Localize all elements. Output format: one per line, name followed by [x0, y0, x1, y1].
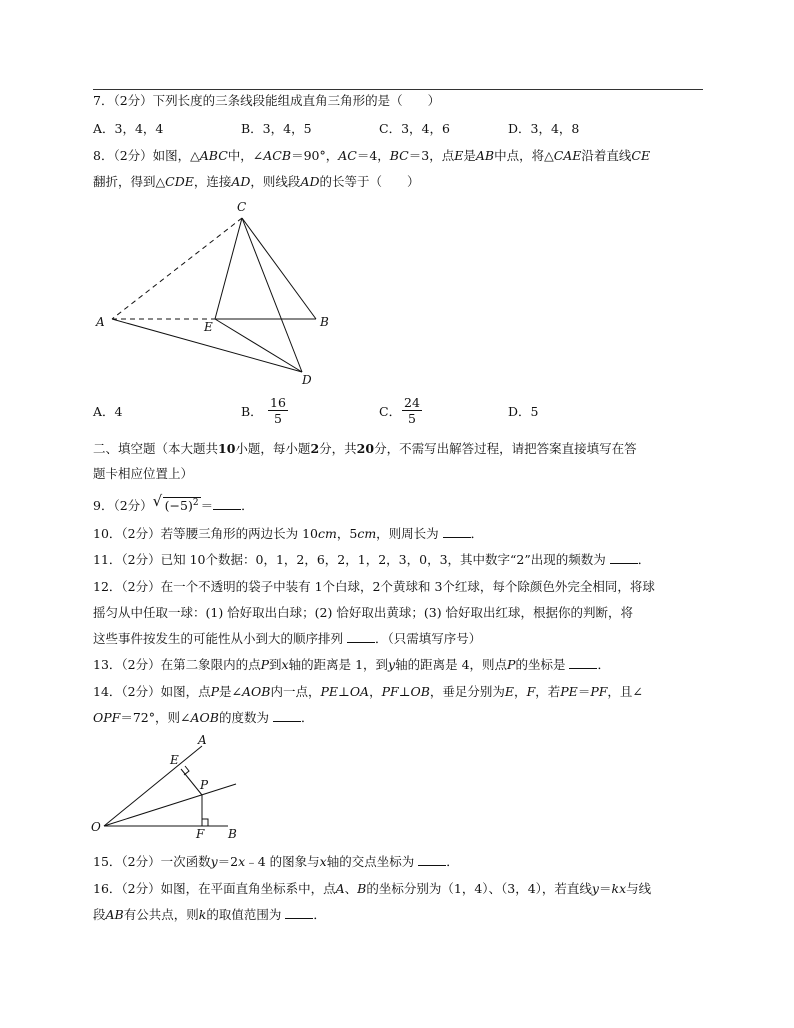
q10-stem: 10．（2分）若等腰三角形的两边长为 10cm，5cm，则周长为 ．	[93, 526, 484, 541]
q10-answer-blank	[443, 525, 471, 538]
q11-answer-blank	[610, 551, 638, 564]
q7-option-c: C．3，4，6	[379, 121, 450, 136]
q8-option-c-fraction: $\frac{24}{5}$	[404, 395, 420, 426]
header-rule	[93, 89, 703, 90]
q12-answer-blank	[347, 630, 375, 643]
q12-stem-line3: 这些事件按发生的可能性从小到大的顺序排列 ．（只需填写序号）	[93, 631, 482, 646]
q8-stem-line1: 8．（2分）如图，△ABC中，∠ACB＝90°，AC＝4，BC＝3，点E是AB中点，将△CAE沿着直线CE	[93, 148, 651, 163]
q14-ray-op	[104, 784, 236, 826]
q8-segment-ce	[215, 218, 242, 319]
q14-label-o: O	[91, 820, 101, 834]
q9-sqrt: √ $(-5)^2$	[152, 492, 199, 514]
q8-figure	[90, 196, 350, 388]
q8-segment-cd	[242, 218, 302, 372]
q8-label-d: D	[302, 373, 312, 387]
section2-heading-line2: 题卡相应位置上）	[93, 466, 194, 481]
q14-label-f: F	[196, 827, 205, 840]
q13-stem: 13．（2分）在第二象限内的点P到x轴的距离是 1，到y轴的距离是 4，则点P的坐标是 ．	[93, 657, 610, 672]
q14-segment-pe	[181, 769, 202, 795]
q7-option-a: A．3，4，4	[93, 121, 164, 136]
q8-segment-ed	[215, 319, 302, 372]
q16-stem-line1: 16．（2分）如图，在平面直角坐标系中，点A、B的坐标分别为（1，4）、（3，4），若直线y＝kx与线	[93, 881, 652, 896]
section2-heading-line1: 二、填空题（本大题共10小题，每小题2分，共20分，不需写出解答过程，请把答案直接填写在答	[93, 441, 637, 456]
q9-stem: 9．（2分） √ $(-5)^2$ ＝ ．	[93, 492, 254, 514]
q8-option-b-fraction: $\frac{16}{5}$	[270, 395, 286, 426]
q12-stem-line2: 摇匀从中任取一球：(1) 恰好取出白球；(2) 恰好取出黄球；(3) 恰好取出红球，根据你的判断，将	[93, 605, 634, 620]
q14-ray-oa	[104, 746, 202, 826]
q12-stem-line1: 12．（2分）在一个不透明的袋子中装有 1个白球，2个黄球和 3个红球，每个除颜色外完全相同，将球	[93, 579, 655, 594]
q14-figure	[88, 732, 258, 840]
q8-stem-line2: 翻折，得到△CDE，连接AD，则线段AD的长等于（ ）	[93, 174, 420, 189]
q8-label-a: A	[96, 315, 105, 329]
q8-option-a: A．4	[93, 404, 123, 419]
q8-option-d: D．5	[508, 404, 539, 419]
q8-segment-ca-dashed	[112, 218, 242, 319]
q16-stem-line2: 段AB有公共点，则k的取值范围为 ．	[93, 907, 326, 922]
q11-stem: 11．（2分）已知 10个数据：0，1，2，6，2，1，2，3，0，3，其中数字“2”出现的频数为 ．	[93, 552, 651, 567]
q14-label-b: B	[228, 827, 237, 840]
q13-answer-blank	[569, 656, 597, 669]
q7-stem: 7．（2分）下列长度的三条线段能组成直角三角形的是（ ）	[93, 93, 441, 108]
q8-label-c: C	[237, 200, 247, 214]
q8-label-b: B	[320, 315, 329, 329]
q8-option-b-label: B．	[241, 404, 263, 419]
q8-label-e: E	[204, 320, 213, 334]
q14-label-e: E	[170, 753, 179, 767]
q8-option-c-label: C．	[379, 404, 402, 419]
q14-label-a: A	[198, 733, 207, 747]
q14-answer-blank	[273, 709, 301, 722]
q9-answer-blank	[213, 497, 241, 510]
q14-stem-line2: OPF＝72°，则∠AOB的度数为 ．	[93, 710, 314, 725]
q8-segment-cb	[242, 218, 316, 319]
q14-label-p: P	[200, 778, 209, 792]
q16-answer-blank	[285, 906, 313, 919]
q7-option-d: D．3，4，8	[508, 121, 580, 136]
q14-stem-line1: 14．（2分）如图，点P是∠AOB内一点，PE⊥OA，PF⊥OB，垂足分别为E，F，若PE＝PF，且∠	[93, 684, 643, 699]
q15-answer-blank	[418, 853, 446, 866]
q7-option-b: B．3，4，5	[241, 121, 312, 136]
q15-stem: 15．（2分）一次函数y＝2x﹣4 的图象与x轴的交点坐标为 ．	[93, 854, 459, 869]
q14-right-angle-f	[202, 819, 208, 826]
